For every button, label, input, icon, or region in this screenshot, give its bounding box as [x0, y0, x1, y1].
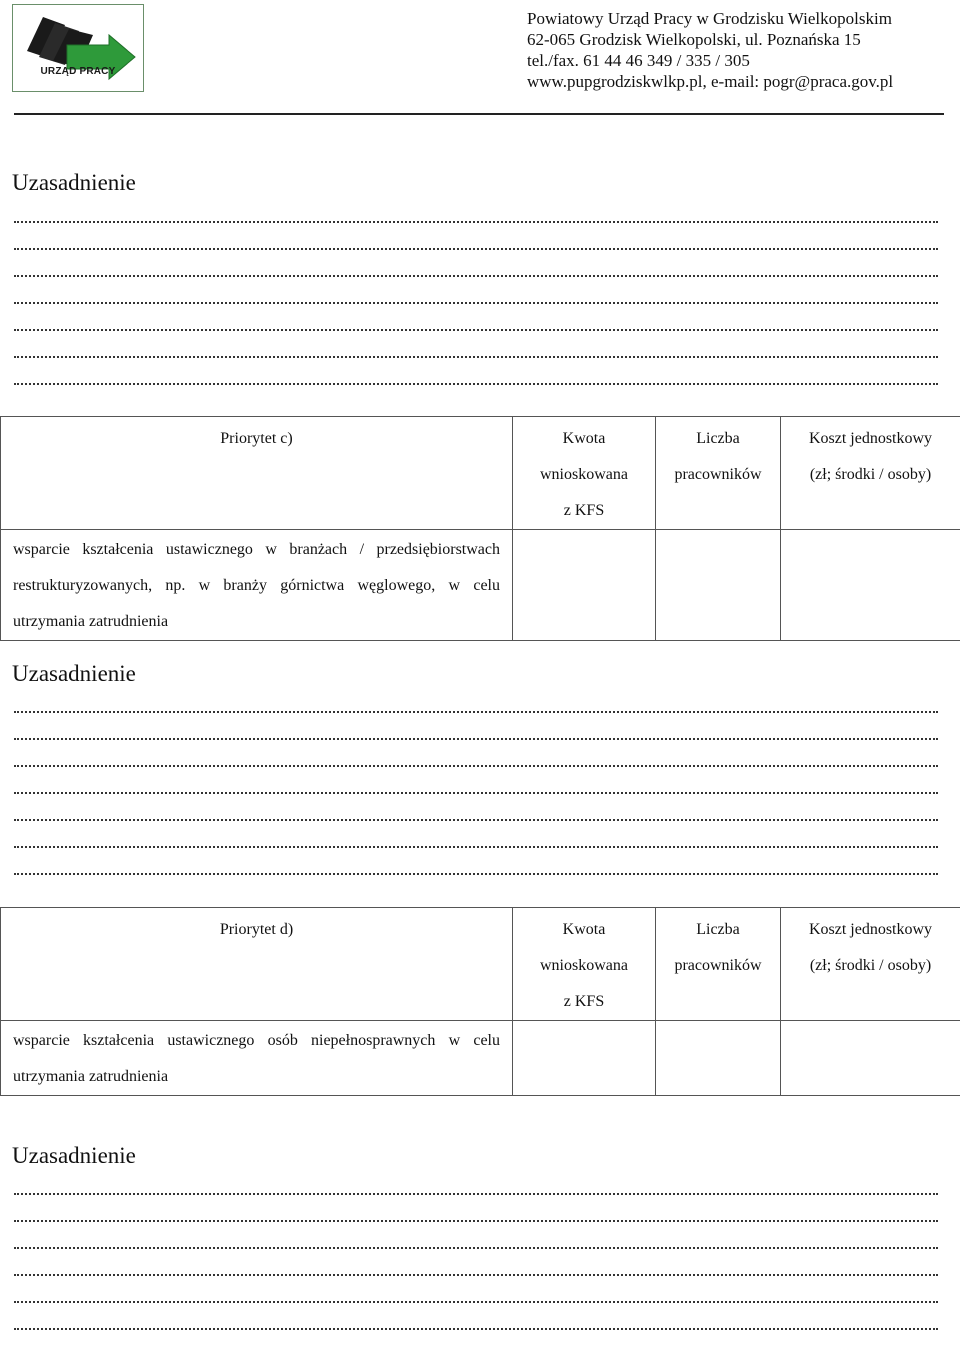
justification-line[interactable] [14, 277, 938, 304]
office-address [527, 8, 893, 92]
unit-cost-cell[interactable] [781, 1021, 960, 1096]
workers-count-cell[interactable] [656, 530, 781, 641]
justification-line[interactable] [14, 1303, 938, 1330]
address-line-phone: tel./fax. 61 44 46 349 / 335 / 305 [527, 51, 750, 70]
justification-line[interactable] [14, 196, 938, 223]
workers-count-header: Liczba pracowników [656, 908, 781, 1021]
requested-amount-cell[interactable] [513, 530, 656, 641]
letterhead [0, 0, 960, 120]
address-line-office: Powiatowy Urząd Pracy w Grodzisku Wielkopolskim [527, 9, 892, 28]
justification-title: Uzasadnienie [12, 661, 136, 686]
requested-amount-cell[interactable] [513, 1021, 656, 1096]
priority-description: wsparcie kształcenia ustawicznego w branżach / przedsiębiorstwach restrukturyzowanych, np. w branży górnictwa węglowego, w celu utrzymania zatrudnienia [1, 530, 513, 641]
office-logo [12, 4, 144, 92]
justification-line[interactable] [14, 686, 938, 713]
justification-line[interactable] [14, 358, 938, 385]
justification-line[interactable] [14, 1249, 938, 1276]
justification-line[interactable] [14, 1276, 938, 1303]
justification-line[interactable] [14, 794, 938, 821]
justification-line[interactable] [14, 848, 938, 875]
address-line-street: 62-065 Grodzisk Wielkopolski, ul. Poznańska 15 [527, 30, 861, 49]
justification-title: Uzasadnienie [12, 1143, 136, 1168]
unit-cost-cell[interactable] [781, 530, 960, 641]
justification-line[interactable] [14, 250, 938, 277]
priority-description: wsparcie kształcenia ustawicznego osób niepełnosprawnych w celu utrzymania zatrudnienia [1, 1021, 513, 1096]
justification-line[interactable] [14, 713, 938, 740]
priority-label: Priorytet c) [1, 417, 513, 530]
justification-line[interactable] [14, 331, 938, 358]
priority-c-table [0, 416, 960, 641]
unit-cost-header: Koszt jednostkowy (zł; środki / osoby) [781, 908, 960, 1021]
logo-graphic-icon [13, 5, 143, 91]
priority-label: Priorytet d) [1, 908, 513, 1021]
workers-count-header: Liczba pracowników [656, 417, 781, 530]
address-line-web: www.pupgrodziskwlkp.pl, e-mail: pogr@praca.gov.pl [527, 72, 894, 91]
requested-amount-header: Kwota wnioskowana z KFS [513, 417, 656, 530]
justification-lines [14, 196, 938, 385]
justification-lines [14, 1168, 938, 1330]
justification-line[interactable] [14, 223, 938, 250]
justification-title: Uzasadnienie [12, 170, 136, 195]
justification-line[interactable] [14, 821, 938, 848]
logo-text: URZĄD PRACY [40, 66, 116, 77]
justification-line[interactable] [14, 304, 938, 331]
justification-lines [14, 686, 938, 875]
justification-line[interactable] [14, 1168, 938, 1195]
justification-line[interactable] [14, 740, 938, 767]
justification-line[interactable] [14, 1222, 938, 1249]
priority-d-table [0, 907, 960, 1096]
header-divider [14, 113, 944, 115]
workers-count-cell[interactable] [656, 1021, 781, 1096]
justification-line[interactable] [14, 767, 938, 794]
unit-cost-header: Koszt jednostkowy (zł; środki / osoby) [781, 417, 960, 530]
justification-line[interactable] [14, 1195, 938, 1222]
requested-amount-header: Kwota wnioskowana z KFS [513, 908, 656, 1021]
